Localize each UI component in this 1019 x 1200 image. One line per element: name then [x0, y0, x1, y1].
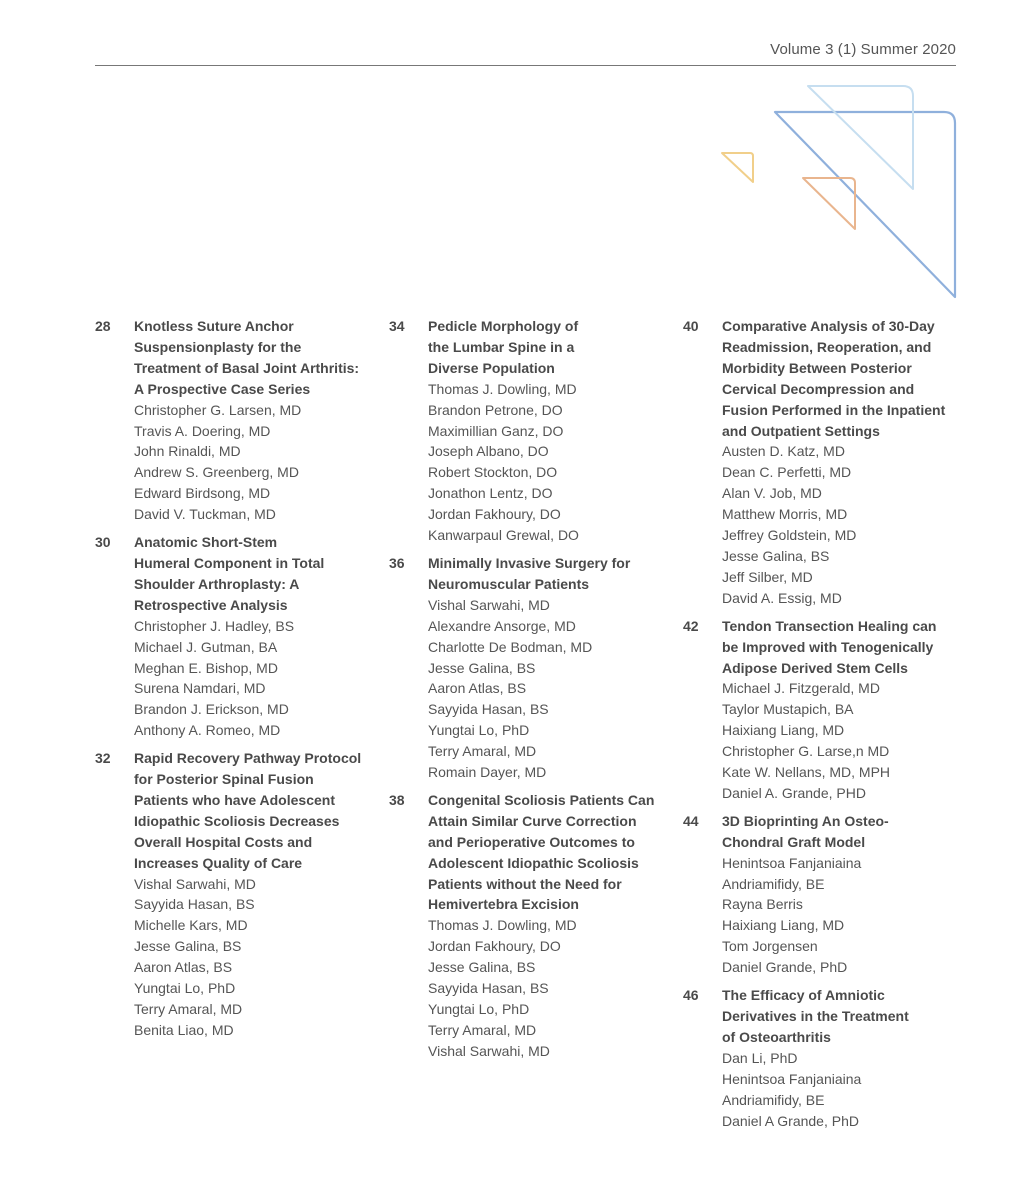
author-name: Aaron Atlas, BS [134, 959, 233, 976]
page-number: 36 [389, 554, 405, 571]
author-name: Jesse Galina, BS [722, 547, 830, 564]
author-name: Anthony A. Romeo, MD [134, 722, 281, 739]
author-name: Yungtai Lo, PhD [428, 722, 530, 739]
author-name: Matthew Morris, MD [722, 506, 848, 523]
toc-column-2 [389, 316, 669, 1069]
entry-body [428, 316, 669, 546]
article-title-line: Fusion Performed in the Inpatient [722, 401, 946, 418]
article-title-line: Minimally Invasive Surgery for [428, 554, 631, 571]
author-name: Austen D. Katz, MD [722, 443, 845, 460]
decorative-triangles [0, 0, 1019, 320]
page-number: 32 [95, 750, 111, 767]
author-name: Dean C. Perfetti, MD [722, 464, 852, 481]
triangle-blue-large [775, 112, 955, 297]
article-title-line: 3D Bioprinting An Osteo- [722, 812, 889, 829]
entry-body [428, 790, 669, 1062]
entry-body [722, 616, 968, 804]
author-name: Daniel Grande, PhD [722, 959, 848, 976]
author-name: Jordan Fakhoury, DO [428, 938, 561, 955]
article-title-line: Rapid Recovery Pathway Protocol [134, 750, 362, 767]
author-name: Michael J. Gutman, BA [134, 638, 278, 655]
article-title-line: Adolescent Idiopathic Scoliosis [428, 854, 639, 871]
page-number: 42 [683, 617, 699, 634]
article-title-line: Knotless Suture Anchor [134, 318, 294, 334]
author-name: Joseph Albano, DO [428, 443, 549, 460]
author-name: Taylor Mustapich, BA [722, 701, 854, 718]
author-name: Maximillian Ganz, DO [428, 422, 564, 439]
author-name: Jeff Silber, MD [722, 568, 813, 585]
article-title-line: A Prospective Case Series [134, 380, 311, 397]
article-title-line: Diverse Population [428, 359, 555, 376]
author-name: David A. Essig, MD [722, 589, 842, 606]
author-name: Andriamifidy, BE [722, 1091, 825, 1108]
toc-entry [683, 985, 968, 1131]
toc-entry [683, 316, 968, 609]
article-title-line: Tendon Transection Healing can [722, 617, 937, 634]
author-name: Terry Amaral, MD [428, 743, 537, 760]
article-title-line: the Lumbar Spine in a [428, 338, 575, 355]
article-title-line: Cervical Decompression and [722, 380, 915, 397]
toc-entry [95, 532, 375, 741]
article-title-line: Retrospective Analysis [134, 596, 288, 613]
toc-entry [683, 616, 968, 804]
author-name: Andriamifidy, BE [722, 875, 825, 892]
author-name: Tom Jorgensen [722, 938, 818, 955]
article-title-line: Humeral Component in Total [134, 554, 325, 571]
entry-body [134, 316, 375, 525]
entry-body [134, 532, 375, 741]
author-name: David V. Tuckman, MD [134, 506, 276, 523]
author-name: Alexandre Ansorge, MD [428, 617, 576, 634]
author-name: Henintsoa Fanjaniaina [722, 854, 862, 871]
author-name: Terry Amaral, MD [134, 1001, 243, 1017]
article-title-line: Patients without the Need for [428, 875, 622, 892]
article-title-line: Adipose Derived Stem Cells [722, 659, 908, 676]
page-number: 28 [95, 318, 111, 334]
author-name: John Rinaldi, MD [134, 443, 241, 460]
issue-header: Volume 3 (1) Summer 2020 [770, 41, 956, 58]
author-name: Brandon Petrone, DO [428, 401, 563, 418]
article-title-line: Hemivertebra Excision [428, 896, 579, 913]
article-title-line: The Efficacy of Amniotic [722, 987, 885, 1004]
article-title-line: Pedicle Morphology of [428, 318, 579, 334]
author-name: Meghan E. Bishop, MD [134, 659, 278, 676]
article-title-line: for Posterior Spinal Fusion [134, 771, 314, 788]
author-name: Vishal Sarwahi, MD [428, 1042, 550, 1059]
article-title-line: Overall Hospital Costs and [134, 833, 313, 850]
page-number: 40 [683, 318, 699, 334]
author-name: Haixiang Liang, MD [722, 917, 845, 934]
author-name: Haixiang Liang, MD [722, 722, 845, 739]
author-name: Kate W. Nellans, MD, MPH [722, 764, 891, 781]
author-name: Michael J. Fitzgerald, MD [722, 680, 880, 697]
article-title-line: be Improved with Tenogenically [722, 638, 934, 655]
author-name: Michelle Kars, MD [134, 917, 248, 934]
author-name: Thomas J. Dowling, MD [428, 380, 577, 397]
author-name: Sayyida Hasan, BS [134, 896, 255, 913]
triangle-yellow [722, 153, 753, 182]
article-title-line: Suspensionplasty for the [134, 338, 302, 355]
article-title-line: Shoulder Arthroplasty: A [134, 575, 300, 592]
article-title-line: of Osteoarthritis [722, 1028, 831, 1045]
article-title-line: Comparative Analysis of 30-Day [722, 318, 935, 334]
author-name: Jesse Galina, BS [428, 659, 536, 676]
toc-entry [389, 316, 669, 546]
page-number: 34 [389, 318, 405, 334]
toc-column-1 [95, 316, 375, 1048]
author-name: Yungtai Lo, PhD [428, 1001, 530, 1017]
author-name: Charlotte De Bodman, MD [428, 638, 593, 655]
entry-body [722, 811, 968, 978]
author-name: Christopher J. Hadley, BS [134, 617, 295, 634]
author-name: Alan V. Job, MD [722, 485, 822, 502]
toc-entry [95, 748, 375, 1041]
author-name: Brandon J. Erickson, MD [134, 701, 289, 718]
article-title-line: Chondral Graft Model [722, 833, 866, 850]
article-title-line: Readmission, Reoperation, and [722, 338, 932, 355]
triangle-light-blue [808, 86, 913, 189]
article-title-line: Increases Quality of Care [134, 854, 303, 871]
author-name: Jonathon Lentz, DO [428, 485, 553, 502]
article-title-line: Attain Similar Curve Correction [428, 812, 637, 829]
toc-entry [389, 553, 669, 783]
author-name: Dan Li, PhD [722, 1049, 798, 1066]
author-name: Aaron Atlas, BS [428, 680, 527, 697]
author-name: Thomas J. Dowling, MD [428, 917, 577, 934]
toc-column-3 [683, 316, 968, 1138]
page-number: 44 [683, 812, 699, 829]
author-name: Robert Stockton, DO [428, 464, 558, 481]
author-name: Jeffrey Goldstein, MD [722, 527, 857, 544]
author-name: Vishal Sarwahi, MD [428, 596, 550, 613]
author-name: Romain Dayer, MD [428, 764, 547, 781]
page-number: 30 [95, 534, 111, 551]
author-name: Jesse Galina, BS [428, 959, 536, 976]
toc-entry [683, 811, 968, 978]
author-name: Travis A. Doering, MD [134, 422, 271, 439]
article-title-line: Morbidity Between Posterior [722, 359, 912, 376]
article-title-line: Derivatives in the Treatment [722, 1008, 909, 1024]
entry-body [722, 985, 968, 1131]
article-title-line: Congenital Scoliosis Patients Can [428, 791, 655, 808]
author-name: Jesse Galina, BS [134, 938, 242, 955]
author-name: Andrew S. Greenberg, MD [134, 464, 299, 481]
entry-body [722, 316, 968, 609]
article-title-line: and Perioperative Outcomes to [428, 833, 635, 850]
article-title-line: Patients who have Adolescent [134, 791, 335, 808]
author-name: Terry Amaral, MD [428, 1021, 537, 1038]
author-name: Benita Liao, MD [134, 1021, 234, 1038]
page-number: 46 [683, 987, 699, 1004]
author-name: Yungtai Lo, PhD [134, 980, 236, 997]
article-title-line: Idiopathic Scoliosis Decreases [134, 812, 340, 829]
author-name: Edward Birdsong, MD [134, 485, 271, 502]
article-title-line: Neuromuscular Patients [428, 575, 590, 592]
article-title-line: Treatment of Basal Joint Arthritis: [134, 359, 360, 376]
author-name: Rayna Berris [722, 896, 803, 913]
page-number: 38 [389, 791, 405, 808]
author-name: Jordan Fakhoury, DO [428, 506, 561, 523]
toc-entry [389, 790, 669, 1062]
article-title-line: and Outpatient Settings [722, 422, 880, 439]
article-title-line: Anatomic Short-Stem [134, 534, 278, 551]
author-name: Kanwarpaul Grewal, DO [428, 527, 579, 544]
toc-entry [95, 316, 375, 525]
entry-body [428, 553, 669, 783]
author-name: Christopher G. Larsen, MD [134, 401, 302, 418]
author-name: Daniel A. Grande, PHD [722, 784, 866, 801]
author-name: Henintsoa Fanjaniaina [722, 1070, 862, 1087]
author-name: Surena Namdari, MD [134, 680, 266, 697]
entry-body [134, 748, 375, 1041]
author-name: Sayyida Hasan, BS [428, 701, 549, 718]
author-name: Daniel A Grande, PhD [722, 1112, 859, 1129]
author-name: Vishal Sarwahi, MD [134, 875, 256, 892]
author-name: Sayyida Hasan, BS [428, 980, 549, 997]
author-name: Christopher G. Larse,n MD [722, 743, 890, 760]
